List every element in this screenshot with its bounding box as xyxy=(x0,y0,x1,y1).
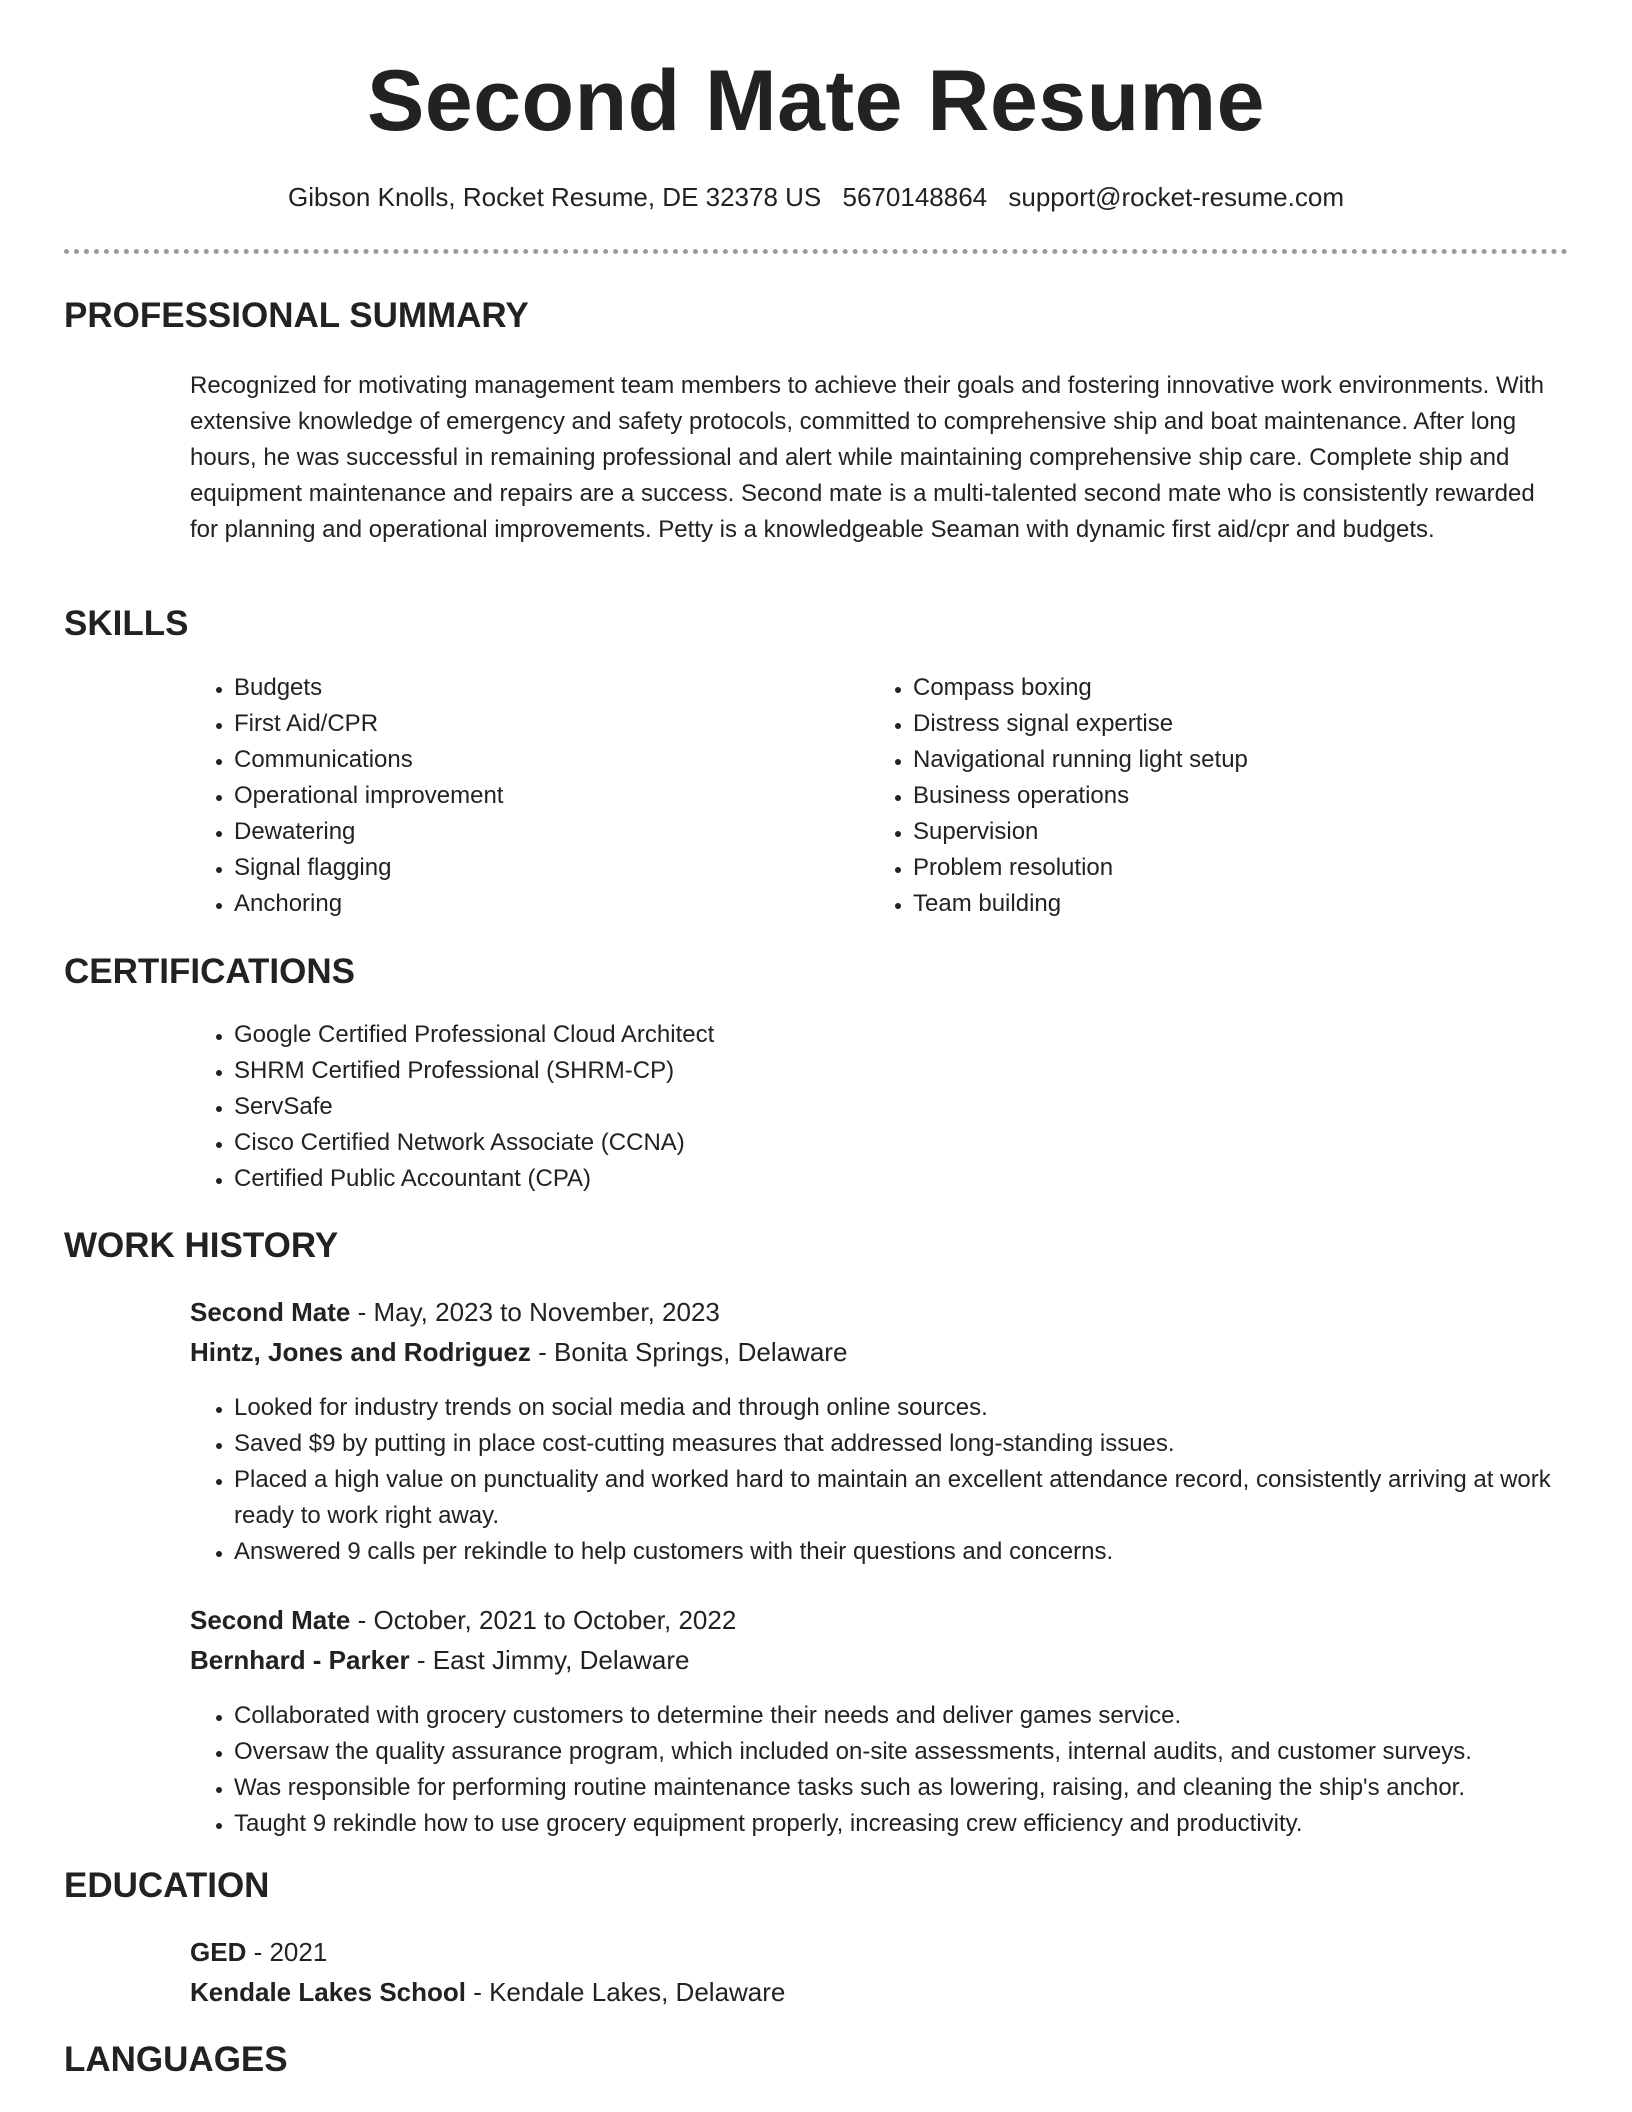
languages-heading: LANGUAGES xyxy=(64,2040,288,2079)
list-item: • Dewatering xyxy=(234,814,854,850)
skills-heading: SKILLS xyxy=(64,604,189,643)
list-item: • Google Certified Professional Cloud Architect xyxy=(234,1017,1534,1053)
list-item: • First Aid/CPR xyxy=(234,706,854,742)
certifications-list xyxy=(190,1017,1534,1197)
list-item: • Signal flagging xyxy=(234,850,854,886)
education-school-line xyxy=(190,1977,785,2008)
contact-address: Gibson Knolls, Rocket Resume, DE 32378 US xyxy=(288,182,822,212)
list-item: • Collaborated with grocery customers to determine their needs and deliver games service. xyxy=(234,1698,1604,1734)
list-item: • Business operations xyxy=(913,778,1553,814)
summary-text: Recognized for motivating management team members to achieve their goals and fostering innovative work environments. With extensive knowledge of emergency and safety protocols, committed to comprehensive ship and boat maintenance. After long hours, he was successful in remaining professional and alert while maintaining comprehensive ship care. Complete ship and equipment maintenance and repairs are a success. Second mate is a multi-talented second mate who is consistently rewarded for planning and operational improvements. Petty is a knowledgeable Seaman with dynamic first aid/cpr and budgets. xyxy=(190,372,1544,543)
list-item: • Problem resolution xyxy=(913,850,1553,886)
list-item: • Distress signal expertise xyxy=(913,706,1553,742)
list-item: • Anchoring xyxy=(234,886,854,922)
education-year: - 2021 xyxy=(246,1937,328,1967)
job-bullets xyxy=(190,1698,1604,1842)
education-location: - Kendale Lakes, Delaware xyxy=(465,1977,786,2007)
job-title-line xyxy=(190,1605,736,1636)
list-item: • ServSafe xyxy=(234,1089,1534,1125)
job-title-line xyxy=(190,1297,720,1328)
education-school: Kendale Lakes School xyxy=(190,1977,466,2007)
skills-list-left xyxy=(190,670,854,922)
job-location: - Bonita Springs, Delaware xyxy=(530,1337,848,1367)
list-item: • Looked for industry trends on social media and through online sources. xyxy=(234,1390,1604,1426)
summary-heading: PROFESSIONAL SUMMARY xyxy=(64,296,529,335)
list-item: • Team building xyxy=(913,886,1553,922)
list-item: • SHRM Certified Professional (SHRM-CP) xyxy=(234,1053,1534,1089)
list-item: • Supervision xyxy=(913,814,1553,850)
job-company-line xyxy=(190,1337,847,1368)
work-history-heading: WORK HISTORY xyxy=(64,1226,339,1265)
skills-list-right xyxy=(869,670,1553,922)
list-item: • Cisco Certified Network Associate (CCNA) xyxy=(234,1125,1534,1161)
header-divider xyxy=(64,249,1568,254)
education-degree-line xyxy=(190,1937,327,1968)
job-title: Second Mate xyxy=(190,1297,351,1327)
list-item: • Saved $9 by putting in place cost-cutting measures that addressed long-standing issues. xyxy=(234,1426,1604,1462)
job-location: - East Jimmy, Delaware xyxy=(409,1645,690,1675)
list-item: • Oversaw the quality assurance program, which included on-site assessments, internal audits, and customer surveys. xyxy=(234,1734,1604,1770)
job-company-line xyxy=(190,1645,689,1676)
certifications-heading: CERTIFICATIONS xyxy=(64,952,356,991)
education-degree: GED xyxy=(190,1937,247,1967)
job-company: Hintz, Jones and Rodriguez xyxy=(190,1337,531,1367)
list-item: • Answered 9 calls per rekindle to help customers with their questions and concerns. xyxy=(234,1534,1604,1570)
job-title: Second Mate xyxy=(190,1605,351,1635)
resume-title: Second Mate Resume xyxy=(367,53,1265,149)
list-item: • Taught 9 rekindle how to use grocery equipment properly, increasing crew efficiency and productivity. xyxy=(234,1806,1604,1842)
list-item: • Was responsible for performing routine maintenance tasks such as lowering, raising, and cleaning the ship's anchor. xyxy=(234,1770,1604,1806)
list-item: • Placed a high value on punctuality and worked hard to maintain an excellent attendance record, consistently arriving at work ready to work right away. xyxy=(234,1462,1604,1534)
job-dates: - May, 2023 to November, 2023 xyxy=(350,1297,720,1327)
job-company: Bernhard - Parker xyxy=(190,1645,410,1675)
contact-line xyxy=(0,182,1632,213)
list-item: • Certified Public Accountant (CPA) xyxy=(234,1161,1534,1197)
education-heading: EDUCATION xyxy=(64,1866,270,1905)
contact-email: support@rocket-resume.com xyxy=(1008,182,1344,212)
list-item: • Compass boxing xyxy=(913,670,1553,706)
list-item: • Budgets xyxy=(234,670,854,706)
job-dates: - October, 2021 to October, 2022 xyxy=(350,1605,737,1635)
list-item: • Operational improvement xyxy=(234,778,854,814)
contact-phone: 5670148864 xyxy=(842,182,988,212)
job-bullets xyxy=(190,1390,1604,1570)
list-item: • Navigational running light setup xyxy=(913,742,1553,778)
list-item: • Communications xyxy=(234,742,854,778)
